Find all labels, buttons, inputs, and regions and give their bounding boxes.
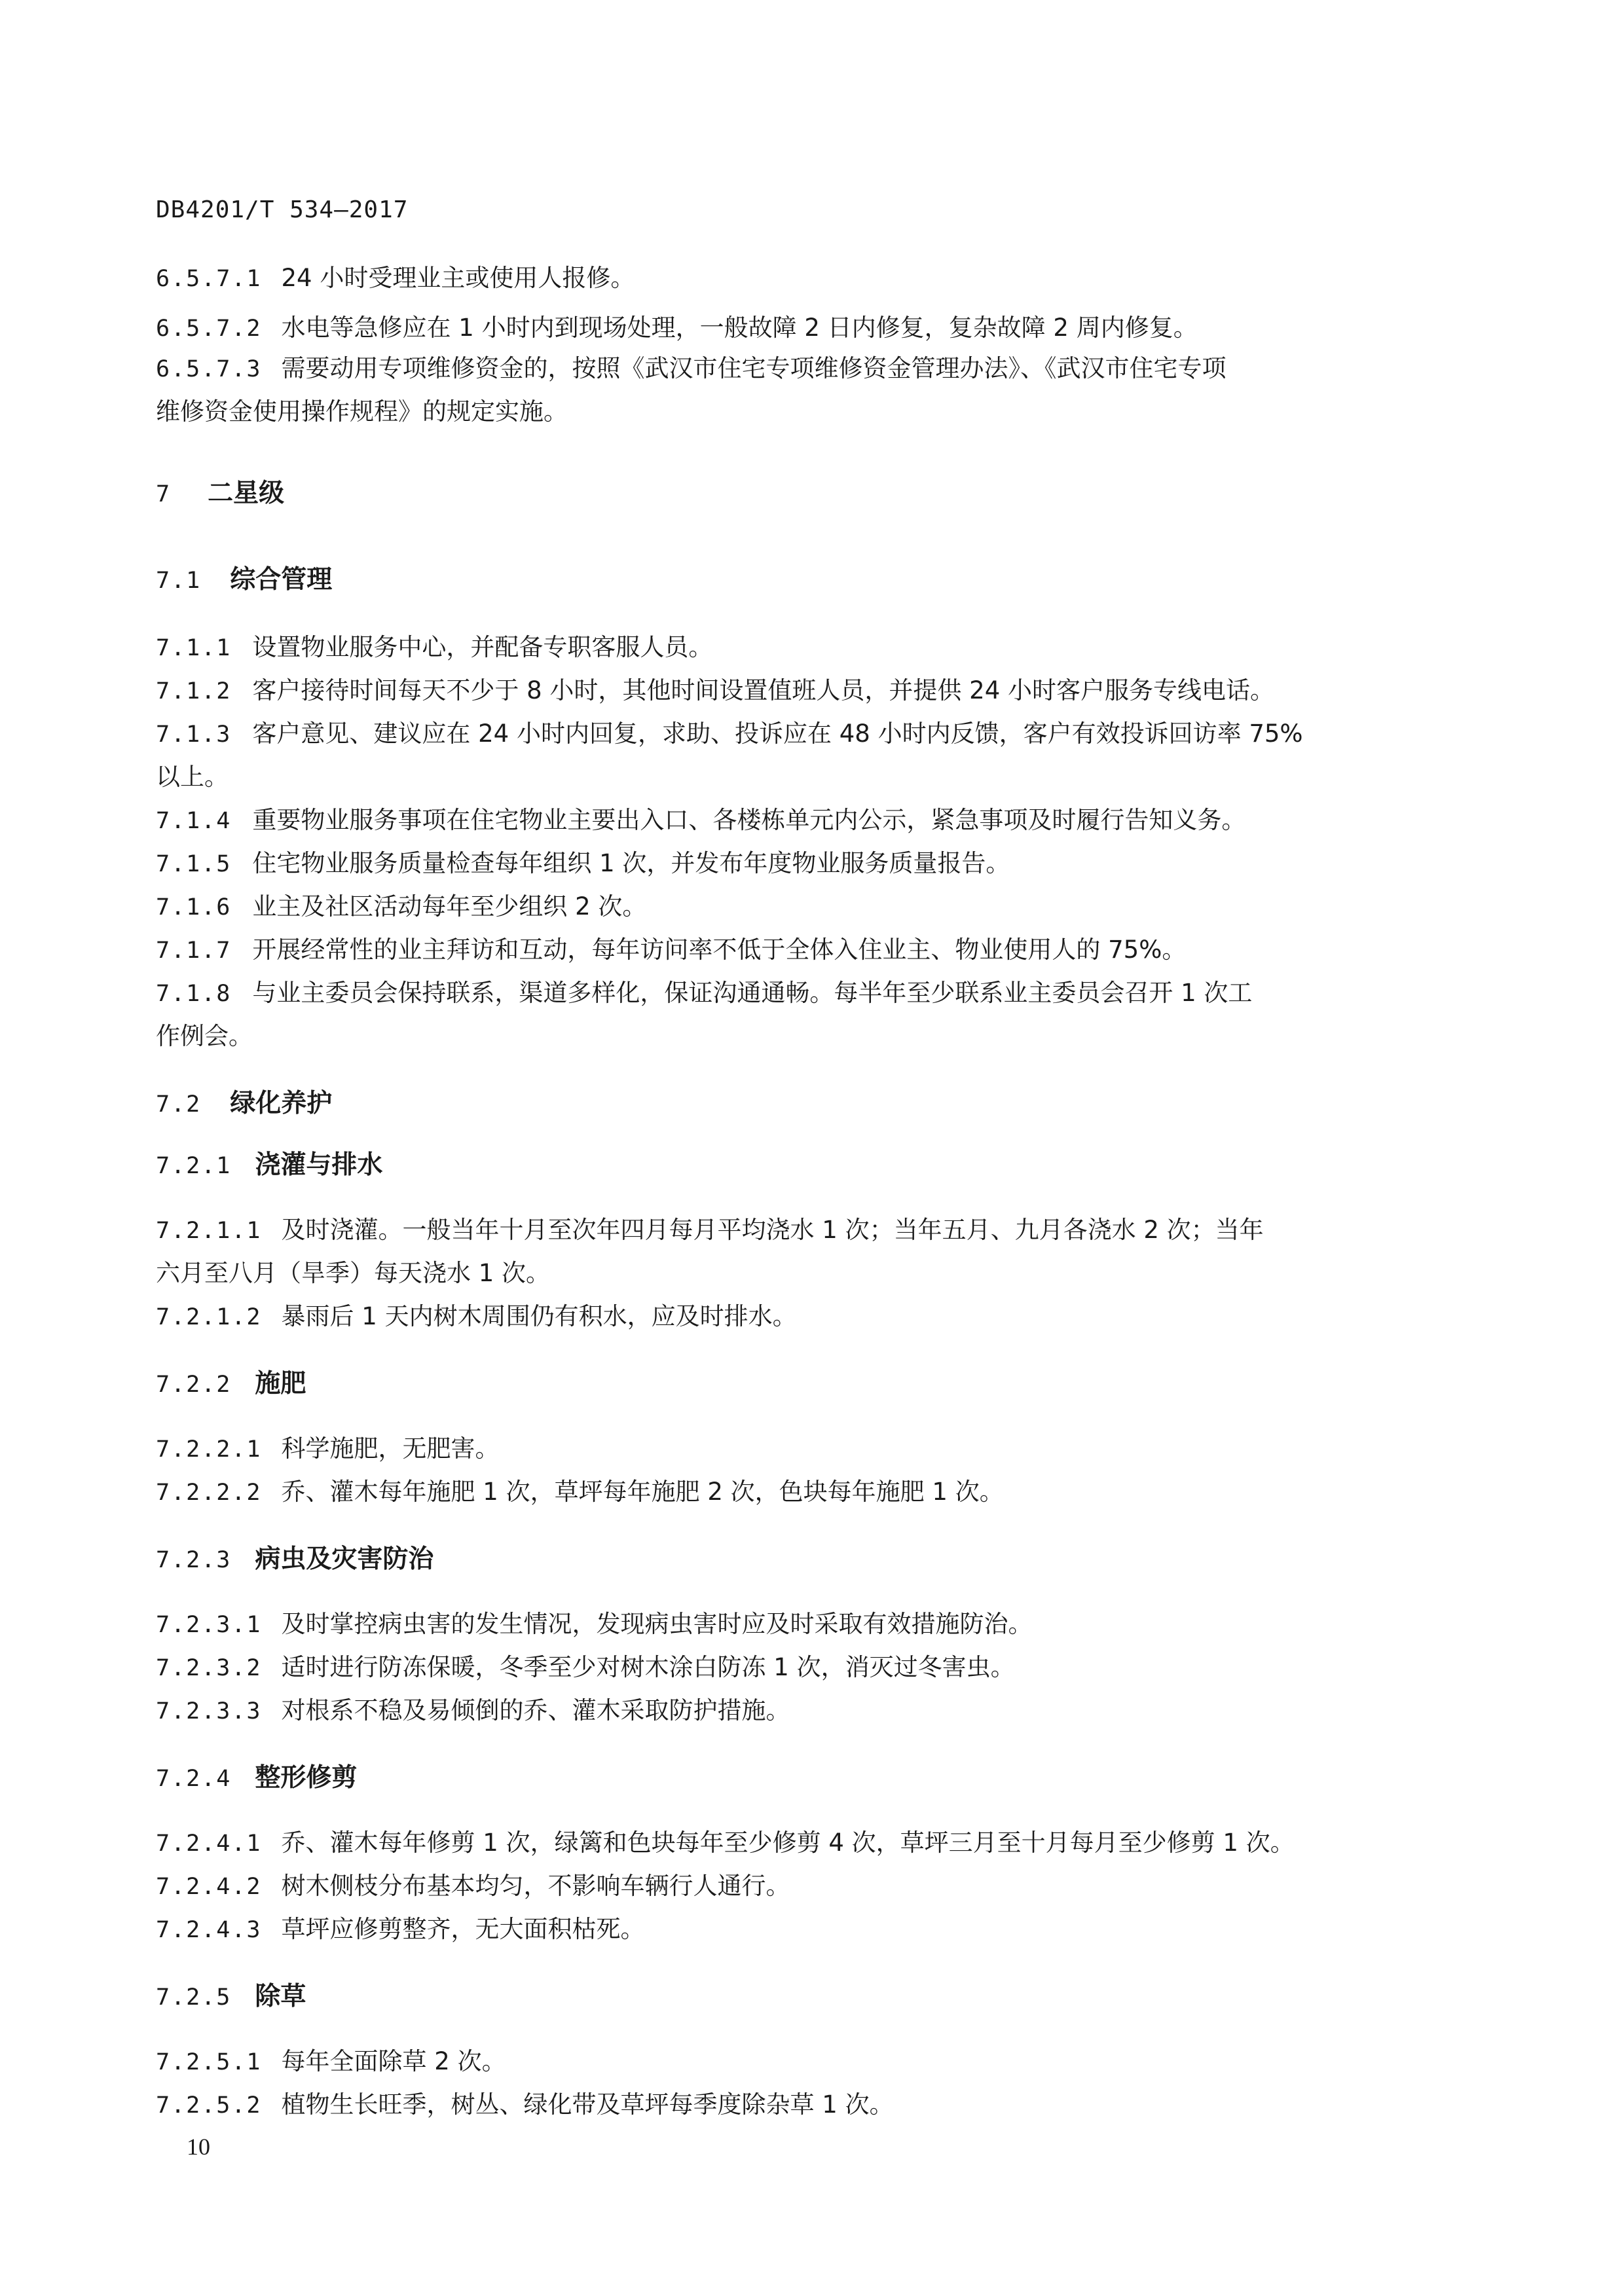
clause-text: 及时浇灌。一般当年十月至次年四月每月平均浇水 1 次；当年五月、九月各浇水 2 次；当年	[281, 1216, 1264, 1244]
clause-item	[156, 351, 1227, 387]
clause-number: 6.5.7.2	[156, 316, 262, 342]
section-heading	[156, 1366, 306, 1403]
clause-text: 草坪应修剪整齐，无大面积枯死。	[281, 1915, 645, 1943]
document-code: DB4201/T 534—2017	[156, 196, 409, 223]
clause-item	[156, 1912, 645, 1948]
clause-item	[156, 673, 1274, 709]
section-title: 除草	[255, 1982, 306, 2011]
clause-text: 水电等急修应在 1 小时内到现场处理，一般故障 2 日内修复，复杂故障 2 周内修复。	[281, 314, 1198, 342]
section-title: 整形修剪	[255, 1763, 358, 1793]
section-number: 7.2.5	[156, 1984, 232, 2011]
section-number: 7.1	[156, 568, 202, 594]
clause-item	[156, 1868, 790, 1904]
clause-item	[156, 846, 1010, 882]
clause-item	[156, 2087, 894, 2123]
clause-text: 树木侧枝分布基本均匀，不影响车辆行人通行。	[281, 1872, 790, 1900]
clause-number: 7.2.4.2	[156, 1874, 262, 1900]
clause-number: 7.2.3.2	[156, 1655, 262, 1681]
clause-item	[156, 889, 646, 925]
section-heading	[156, 1147, 382, 1184]
clause-number: 6.5.7.3	[156, 356, 262, 382]
section-heading	[156, 1085, 332, 1123]
clause-item	[156, 1431, 500, 1467]
clause-item	[156, 1607, 1033, 1643]
section-heading	[156, 1760, 357, 1797]
clause-number: 7.2.4.1	[156, 1831, 262, 1857]
section-title: 综合管理	[230, 565, 333, 594]
clause-item	[156, 803, 1246, 839]
clause-item	[156, 1299, 797, 1335]
clause-continuation: 以上。	[156, 763, 229, 791]
clause-text: 每年全面除草 2 次。	[281, 2047, 506, 2075]
clause-number: 7.2.2.1	[156, 1436, 262, 1463]
page-number: 10	[187, 2134, 210, 2160]
section-title: 浇灌与排水	[255, 1150, 383, 1180]
clause-number: 7.1.4	[156, 808, 232, 834]
clause-item	[156, 1212, 1264, 1248]
section-number: 7.2.2	[156, 1372, 232, 1398]
clause-text: 适时进行防冻保暖，冬季至少对树木涂白防冻 1 次，消灭过冬害虫。	[281, 1653, 1015, 1681]
clause-continuation: 六月至八月（旱季）每天浇水 1 次。	[156, 1259, 551, 1287]
clause-number: 7.1.6	[156, 894, 232, 920]
section-title: 施肥	[255, 1369, 306, 1398]
clause-number: 7.2.5.2	[156, 2092, 262, 2119]
clause-number: 7.1.7	[156, 938, 232, 964]
section-heading	[156, 1541, 434, 1578]
clause-item	[156, 1693, 790, 1729]
clause-number: 7.2.3.1	[156, 1612, 262, 1638]
clause-item	[156, 2044, 506, 2080]
clause-item	[156, 1825, 1295, 1861]
clause-number: 7.2.3.3	[156, 1698, 262, 1724]
clause-item	[156, 975, 1252, 1011]
section-heading	[156, 1978, 306, 2016]
clause-number: 6.5.7.1	[156, 266, 262, 292]
clause-continuation: 作例会。	[156, 1022, 253, 1050]
clause-item	[156, 1650, 1015, 1686]
clause-text: 业主及社区活动每年至少组织 2 次。	[252, 892, 647, 920]
clause-number: 7.2.2.2	[156, 1480, 262, 1506]
clause-item	[156, 261, 635, 297]
clause-number: 7.1.5	[156, 851, 232, 877]
clause-text: 重要物业服务事项在住宅物业主要出入口、各楼栋单元内公示，紧急事项及时履行告知义务。	[252, 806, 1246, 834]
clause-item	[156, 630, 712, 666]
clause-continuation: 维修资金使用操作规程》的规定实施。	[156, 397, 568, 426]
clause-item	[156, 1474, 1004, 1510]
clause-text: 需要动用专项维修资金的，按照《武汉市住宅专项维修资金管理办法》、《武汉市住宅专项	[281, 354, 1227, 382]
section-title: 病虫及灾害防治	[255, 1544, 434, 1574]
section-title: 绿化养护	[230, 1089, 333, 1118]
clause-text: 乔、灌木每年施肥 1 次，草坪每年施肥 2 次，色块每年施肥 1 次。	[281, 1478, 1004, 1506]
clause-number: 7.2.5.1	[156, 2049, 262, 2075]
clause-text: 24 小时受理业主或使用人报修。	[281, 264, 635, 292]
clause-number: 7.1.8	[156, 981, 232, 1007]
section-number: 7	[156, 481, 172, 507]
section-heading	[156, 475, 284, 513]
clause-number: 7.1.2	[156, 678, 232, 704]
clause-text: 科学施肥，无肥害。	[281, 1434, 500, 1463]
section-number: 7.2.1	[156, 1153, 232, 1179]
clause-text: 客户接待时间每天不少于 8 小时，其他时间设置值班人员，并提供 24 小时客户服务专线电话。	[252, 676, 1275, 704]
section-title: 二星级	[208, 479, 285, 508]
clause-item	[156, 310, 1198, 346]
clause-text: 开展经常性的业主拜访和互动，每年访问率不低于全体入住业主、物业使用人的 75%。	[252, 936, 1187, 964]
section-heading	[156, 562, 332, 599]
clause-number: 7.2.4.3	[156, 1917, 262, 1943]
section-number: 7.2.4	[156, 1766, 232, 1792]
clause-text: 与业主委员会保持联系，渠道多样化，保证沟通通畅。每半年至少联系业主委员会召开 1 次工	[252, 979, 1253, 1007]
clause-text: 客户意见、建议应在 24 小时内回复，求助、投诉应在 48 小时内反馈，客户有效投诉回访率 75%	[252, 720, 1303, 748]
clause-number: 7.2.1.1	[156, 1218, 262, 1244]
clause-text: 植物生长旺季，树丛、绿化带及草坪每季度除杂草 1 次。	[281, 2090, 894, 2119]
clause-number: 7.1.1	[156, 635, 232, 661]
clause-number: 7.2.1.2	[156, 1304, 262, 1330]
section-number: 7.2.3	[156, 1547, 232, 1573]
clause-text: 及时掌控病虫害的发生情况，发现病虫害时应及时采取有效措施防治。	[281, 1610, 1033, 1638]
clause-text: 乔、灌木每年修剪 1 次，绿篱和色块每年至少修剪 4 次，草坪三月至十月每月至少修剪 1 次。	[281, 1829, 1295, 1857]
clause-item	[156, 716, 1303, 752]
clause-text: 住宅物业服务质量检查每年组织 1 次，并发布年度物业服务质量报告。	[252, 849, 1010, 877]
clause-item	[156, 932, 1186, 968]
clause-text: 设置物业服务中心，并配备专职客服人员。	[252, 633, 713, 661]
section-number: 7.2	[156, 1091, 202, 1118]
clause-text: 暴雨后 1 天内树木周围仍有积水，应及时排水。	[281, 1302, 797, 1330]
clause-text: 对根系不稳及易倾倒的乔、灌木采取防护措施。	[281, 1696, 790, 1724]
clause-number: 7.1.3	[156, 721, 232, 748]
